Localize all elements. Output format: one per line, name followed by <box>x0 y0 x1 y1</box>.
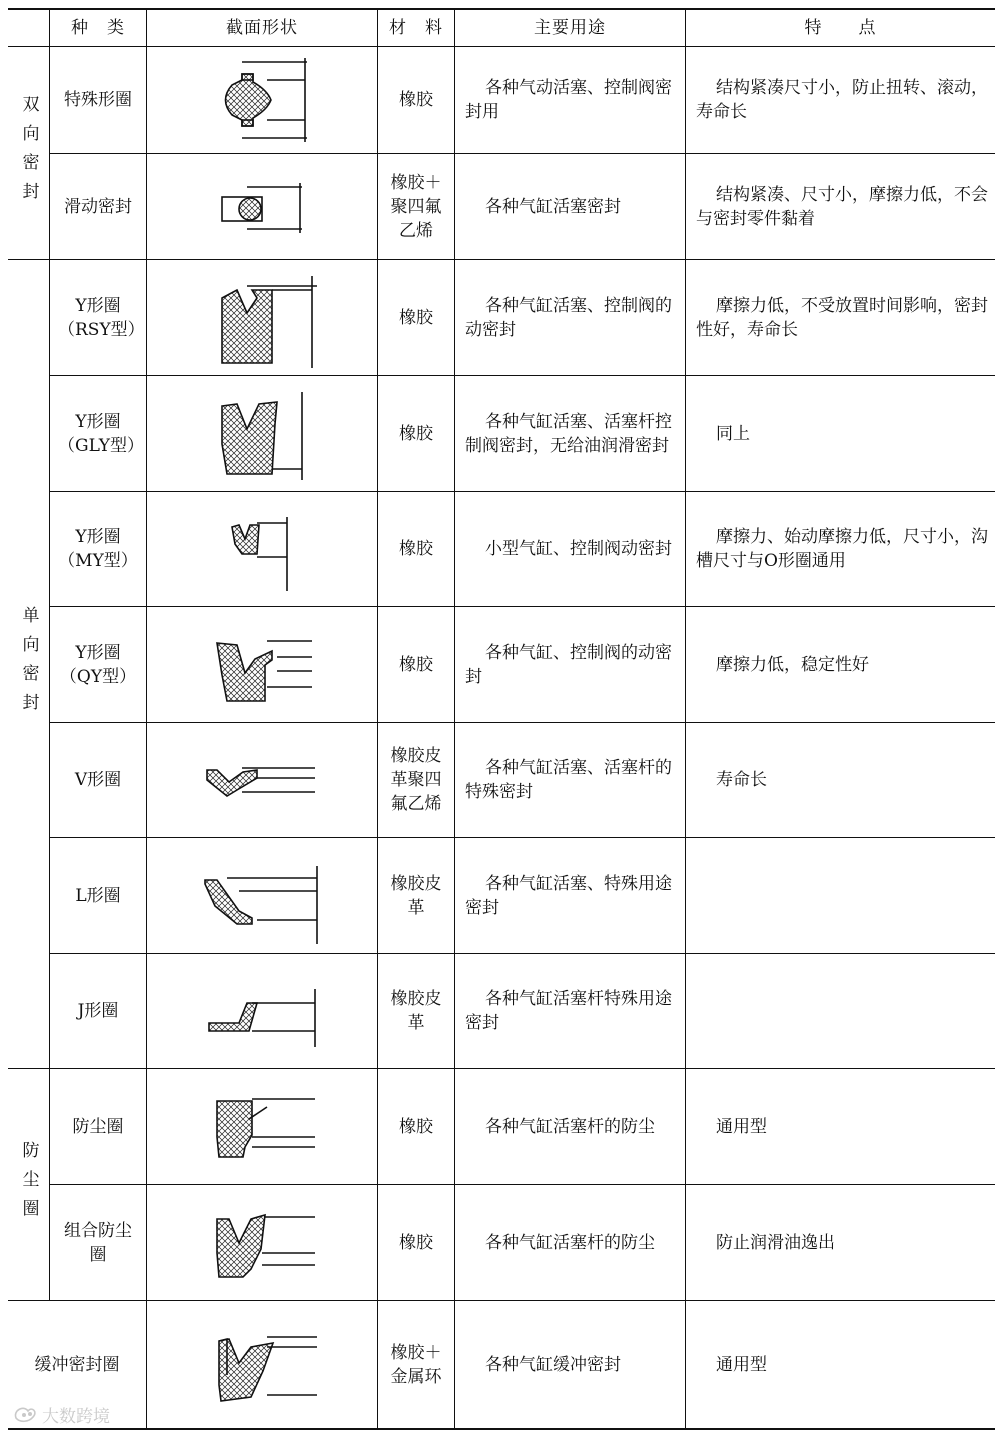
cell-usage: 小型气缸、控制阀动密封 <box>485 539 672 559</box>
cell-usage: 各种气缸缓冲密封 <box>485 1354 621 1375</box>
cell-feature: 结构紧凑尺寸小，防止扭转、滚动，寿命长 <box>696 78 988 122</box>
group-label-dust: 防尘圈 <box>18 1141 39 1228</box>
cell-material: 橡胶 <box>399 90 433 110</box>
header-section-shape: 截面形状 <box>226 18 298 38</box>
y-gly-section-figure <box>147 384 377 484</box>
cell-type: Y形圈（QY型） <box>59 642 137 687</box>
cell-feature: 通用型 <box>716 1116 767 1137</box>
cell-feature <box>686 838 995 953</box>
cell-type: 缓冲密封圈 <box>34 1354 120 1375</box>
dust-ring-section-figure <box>147 1077 377 1177</box>
cell-type: 滑动密封 <box>64 196 132 217</box>
cell-material: 橡胶皮革聚四氟乙烯 <box>390 746 442 814</box>
cell-material: 橡胶皮革 <box>390 989 442 1033</box>
cell-type: V形圈 <box>74 770 122 790</box>
cell-feature <box>686 954 995 1068</box>
y-my-section-figure <box>147 499 377 599</box>
header-feature: 特 点 <box>804 18 877 38</box>
cell-material: 橡胶＋金属环 <box>390 1342 442 1387</box>
cell-type: Y形圈（GLY型） <box>58 411 145 456</box>
cell-type: Y形圈（RSY型） <box>58 295 145 340</box>
j-ring-section-figure <box>147 961 377 1061</box>
header-usage: 主要用途 <box>534 18 606 38</box>
header-category: 种 类 <box>71 18 125 38</box>
cell-usage: 各种气缸活塞、特殊用途密封 <box>465 873 672 918</box>
cell-usage: 各种气缸活塞杆的防尘 <box>485 1116 655 1137</box>
cell-feature: 防止润滑油逸出 <box>716 1232 835 1253</box>
cell-usage: 各种气缸活塞、活塞杆的特殊密封 <box>465 758 672 802</box>
cell-material: 橡胶 <box>399 1232 433 1253</box>
cell-type: 特殊形圈 <box>64 90 132 110</box>
cell-material: 橡胶 <box>399 307 433 328</box>
cell-type: L形圈 <box>75 885 121 906</box>
cell-material: 橡胶＋聚四氟乙烯 <box>390 172 442 241</box>
cell-material: 橡胶皮革 <box>390 873 442 918</box>
cell-type: 防尘圈 <box>72 1116 124 1137</box>
table-bottom-rule <box>8 1428 995 1430</box>
cell-usage: 各种气缸活塞、控制阀的动密封 <box>465 295 672 340</box>
cell-usage: 各种气缸活塞杆特殊用途密封 <box>465 989 672 1033</box>
y-rsy-section-figure <box>147 268 377 368</box>
watermark-logo-icon <box>12 1404 38 1426</box>
cell-type: Y形圈（MY型） <box>58 527 138 571</box>
l-ring-section-figure <box>147 846 377 946</box>
cell-usage: 各种气缸活塞、活塞杆控制阀密封，无给油润滑密封 <box>465 411 672 456</box>
cell-type: 组合防尘圈 <box>64 1220 132 1265</box>
cushion-ring-section-figure <box>147 1315 377 1415</box>
cell-feature: 摩擦力低，不受放置时间影响，密封性好，寿命长 <box>696 295 988 340</box>
cell-material: 橡胶 <box>399 423 433 444</box>
cell-usage: 各种气缸活塞密封 <box>485 196 621 217</box>
group-label-bidirectional: 双向密封 <box>18 95 39 211</box>
cell-feature: 寿命长 <box>716 770 767 790</box>
cell-feature: 同上 <box>716 423 750 444</box>
cell-usage: 各种气动活塞、控制阀密封用 <box>465 78 672 122</box>
cell-usage: 各种气缸活塞杆的防尘 <box>485 1232 655 1253</box>
y-qy-section-figure <box>147 615 377 715</box>
cell-feature: 结构紧凑、尺寸小，摩擦力低，不会与密封零件黏着 <box>696 184 988 229</box>
header-material: 材 料 <box>389 18 443 38</box>
cell-feature: 摩擦力低，稳定性好 <box>716 654 869 675</box>
cell-feature: 通用型 <box>716 1354 767 1375</box>
cell-usage: 各种气缸、控制阀的动密封 <box>465 642 672 687</box>
cell-material: 橡胶 <box>399 654 433 675</box>
watermark <box>12 1402 110 1427</box>
sliding-seal-section-figure <box>147 157 377 257</box>
cell-type: J形圈 <box>77 1001 119 1021</box>
group-label-unidirectional: 单向密封 <box>18 606 39 722</box>
v-ring-section-figure <box>147 730 377 830</box>
cell-material: 橡胶 <box>399 539 433 559</box>
cell-feature: 摩擦力、始动摩擦力低，尺寸小，沟槽尺寸与O形圈通用 <box>696 527 988 571</box>
combo-dust-ring-section-figure <box>147 1193 377 1293</box>
watermark-text: 大数跨境 <box>42 1407 110 1427</box>
cell-material: 橡胶 <box>399 1116 433 1137</box>
special-ring-section-figure <box>147 50 377 150</box>
